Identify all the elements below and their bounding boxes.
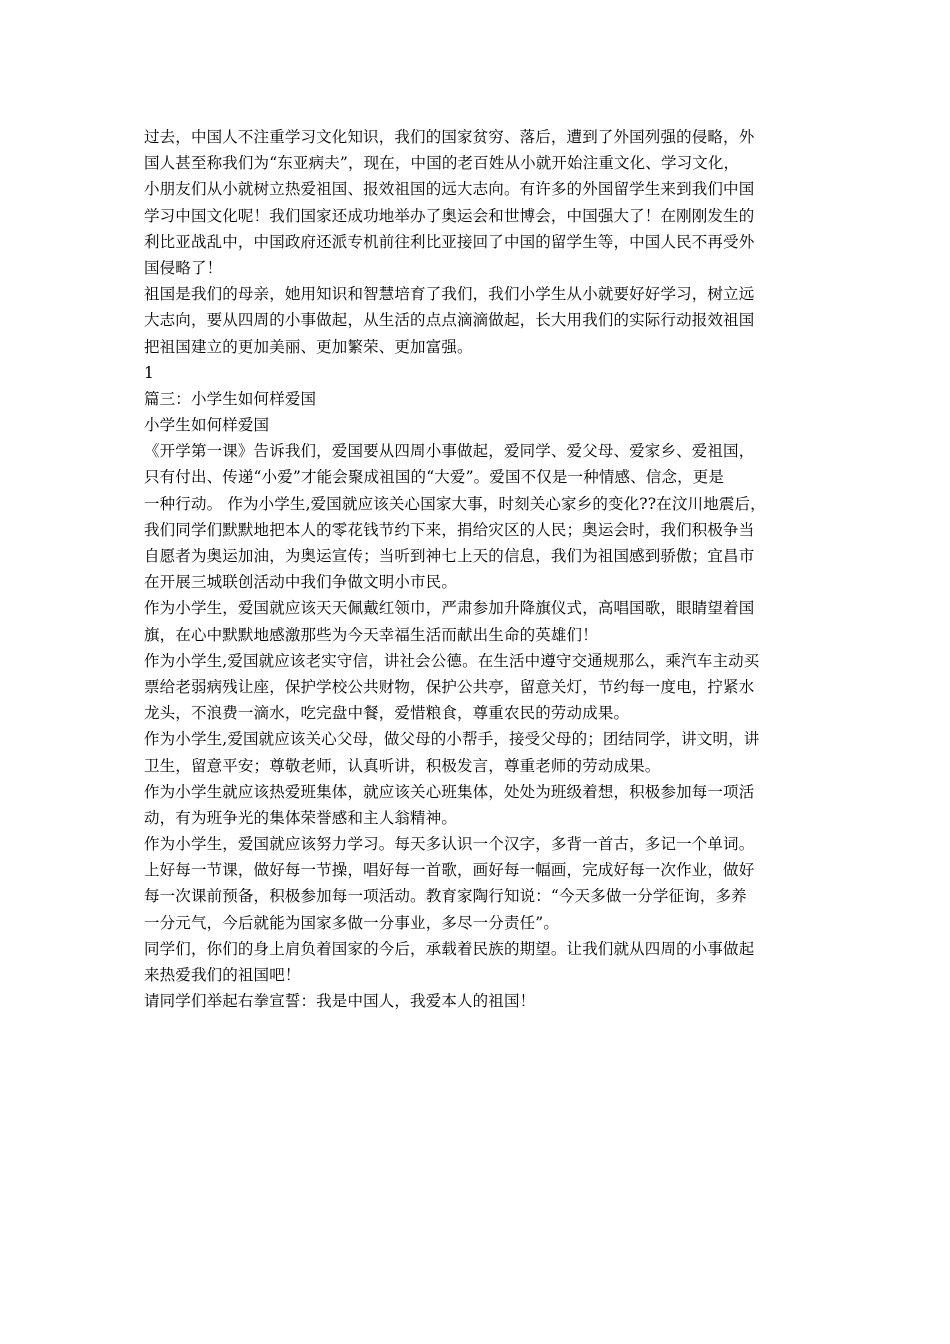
text-line: 卫生，留意平安；尊敬老师，认真听讲，积极发言，尊重老师的劳动成果。 [144, 756, 661, 775]
text-line: 一分元气，今后就能为国家多做一分事业，多尽一分责任”。 [144, 913, 559, 932]
text-line: 作为小学生,爱国就应该关心父母，做父母的小帮手，接受父母的；团结同学，讲文明，讲 [144, 730, 760, 749]
text-line: 国侵略了！ [144, 258, 223, 277]
text-line: 作为小学生就应该热爱班集体，就应该关心班集体，处处为班级着想，积极参加每一项活 [144, 782, 755, 801]
text-line: 同学们，你们的身上肩负着国家的今后，承载着民族的期望。让我们就从四周的小事做起 [144, 939, 755, 958]
text-line: 把祖国建立的更加美丽、更加繁荣、更加富强。 [144, 337, 473, 356]
text-line: 作为小学生,爱国就应该老实守信，讲社会公德。在生活中遵守交通规那么，乘汽车主动买 [144, 651, 760, 670]
text-line: 《开学第一课》告诉我们，爱国要从四周小事做起，爱同学、爱父母、爱家乡、爱祖国， [144, 442, 755, 461]
text-line: 龙头，不浪费一滴水，吃完盘中餐，爱惜粮食，尊重农民的劳动成果。 [144, 704, 630, 723]
text-line: 祖国是我们的母亲，她用知识和智慧培育了我们，我们小学生从小就要好好学习，树立远 [144, 285, 755, 304]
text-line: 来热爱我们的祖国吧！ [144, 966, 301, 984]
text-line: 国人甚至称我们为“东亚病夫”，现在，中国的老百姓从小就开始注重文化、学习文化， [144, 154, 740, 173]
text-line: 大志向，要从四周的小事做起，从生活的点点滴滴做起，长大用我们的实际行动报效祖国 [144, 311, 755, 330]
text-line: 动，有为班争光的集体荣誉感和主人翁精神。 [144, 808, 458, 827]
text-line: 上好每一节课，做好每一节操，唱好每一首歌，画好每一幅画，完成好每一次作业，做好 [144, 861, 755, 880]
text-line: 票给老弱病残让座，保护学校公共财物，保护公共亭，留意关灯，节约每一度电，拧紧水 [144, 677, 755, 696]
text-line: 一种行动。 作为小学生,爱国就应该关心国家大事，时刻关心家乡的变化??在汶川地震后， [144, 494, 766, 513]
text-line: 旗，在心中默默地感激那些为今天幸福生活而献出生命的英雄们！ [144, 625, 598, 644]
text-line: 过去，中国人不注重学习文化知识，我们的国家贫穷、落后，遭到了外国列强的侵略，外 [144, 128, 755, 146]
text-line: 作为小学生，爱国就应该努力学习。每天多认识一个汉字，多背一首古，多记一个单词。 [144, 835, 755, 854]
text-line: 利比亚战乱中，中国政府还派专机前往利比亚接回了中国的留学生等，中国人民不再受外 [144, 232, 755, 251]
text-line: 只有付出、传递“小爱”才能会聚成祖国的“大爱”。爱国不仅是一种情感、信念，更是 [144, 468, 725, 487]
text-line: 每一次课前预备，积极参加每一项活动。教育家陶行知说：“今天多做一分学征询，多养 [144, 887, 747, 906]
text-line: 1 [144, 363, 155, 382]
text-line: 我们同学们默默地把本人的零花钱节约下来，捐给灾区的人民；奥运会时，我们积极争当 [144, 520, 755, 539]
text-line: 篇三：小学生如何样爱国 [144, 389, 317, 408]
text-line: 小朋友们从小就树立热爱祖国、报效祖国的远大志向。有许多的外国留学生来到我们中国 [144, 180, 755, 199]
text-line: 学习中国文化呢！我们国家还成功地举办了奥运会和世博会，中国强大了！在刚刚发生的 [144, 206, 755, 225]
document-page [144, 124, 812, 1014]
text-line: 自愿者为奥运加油，为奥运宣传；当听到神七上天的信息，我们为祖国感到骄傲；宜昌市 [144, 547, 755, 565]
text-line: 作为小学生，爱国就应该天天佩戴红领巾，严肃参加升降旗仪式，高唱国歌，眼睛望着国 [144, 599, 755, 618]
text-line: 小学生如何样爱国 [144, 416, 270, 435]
text-line: 请同学们举起右拳宣誓：我是中国人，我爱本人的祖国！ [144, 992, 536, 1011]
text-line: 在开展三城联创活动中我们争做文明小市民。 [144, 573, 458, 592]
